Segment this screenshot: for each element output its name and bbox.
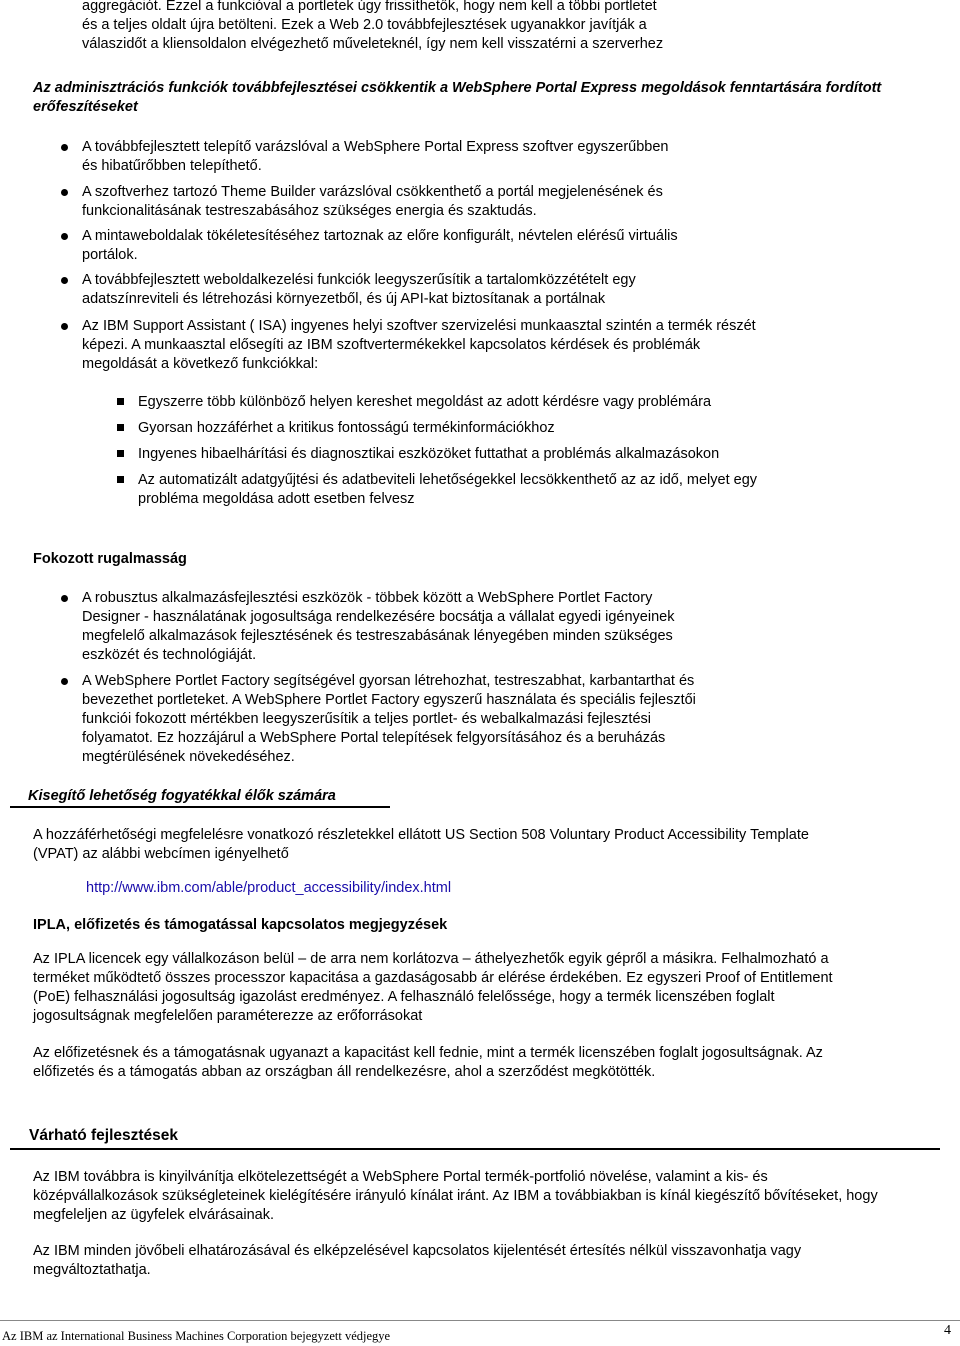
list-item: A továbbfejlesztett weboldalkezelési funkciók leegyszerűsítik a tartalomközzétételt egy adatszínreviteli és létrehozási környezetből, és új API-kat biztosítanak a portálnak	[82, 271, 772, 309]
bullet-dot-icon	[61, 595, 68, 602]
intro-text	[82, 0, 942, 54]
page-number: 4	[944, 1323, 951, 1338]
admin-section-heading: Az adminisztrációs funkciók továbbfejlesztései csökkentik a WebSphere Portal Express megoldások fenntartására fordított erőfeszítéseket	[33, 80, 882, 115]
accessibility-link[interactable]: http://www.ibm.com/able/product_accessibility/index.html	[86, 880, 452, 896]
bullet-dot-icon	[61, 678, 68, 685]
list-item: A szoftverhez tartozó Theme Builder varázslóval csökkenthető a portál megjelenésének és funkcionalitásának testreszabásához szükséges energia és szaktudás.	[82, 183, 772, 227]
flex-bullet-list	[82, 589, 722, 767]
accessibility-text: A hozzáférhetőségi megfelelésre vonatkozó részletekkel ellátott US Section 508 Voluntary Product Accessibility Template (VPAT) az alábbi webcímen igényelhető	[33, 827, 809, 862]
future-section-heading: Várható fejlesztések	[29, 1127, 179, 1144]
admin-sub-bullet-list	[138, 393, 838, 509]
bullet-dot-icon	[61, 144, 68, 151]
footer-divider	[0, 1320, 960, 1321]
section-divider	[10, 1148, 940, 1150]
list-item: Gyorsan hozzáférhet a kritikus fontosságú termékinformációkhoz	[138, 419, 838, 438]
ipla-paragraph-1: Az IPLA licencek egy vállalkozáson belül – de arra nem korlátozva – áthelyezhetők egyik gépről a másikra. Felhalmozható a terméket működtető összes processzor kapacitása a gazdaságosabb ár elérése érdekében. Ez egyszeri Proof of Entitlement (PoE) felhasználási jogosultság igazolást eredményez. A felhasználó felelőssége, hogy a termék licenszében foglalt jogosultságnak megfelelően paraméterezze az erőforrásokat	[33, 951, 833, 1024]
future-paragraph-2: Az IBM minden jövőbeli elhatározásával és elképzelésével kapcsolatos kijelentését értesítés nélkül visszavonhatja vagy megváltoztathatja.	[33, 1243, 802, 1278]
bullet-dot-icon	[61, 233, 68, 240]
ipla-paragraph-2: Az előfizetésnek és a támogatásnak ugyanazt a kapacitást kell fednie, mint a termék licenszében foglalt jogosultságnak. Az előfizetés és a támogatás abban az országban áll rendelkezésre, ahol a szerződést megkötötték.	[33, 1045, 823, 1080]
bullet-square-icon	[117, 424, 124, 431]
list-item: Az IBM Support Assistant ( ISA) ingyenes helyi szoftver szervizelési munkaasztal szintén a termék részét képezi. A munkaasztal elősegíti az IBM szoftvertermékekkel kapcsolatos kérdések és problémák megoldását a következő funkciókkal:	[82, 317, 772, 374]
accessibility-section-heading: Kisegítő lehetőség fogyatékkal élők számára	[28, 788, 336, 804]
intro-line-2: és a teljes oldalt újra betölteni. Ezek a Web 2.0 továbbfejlesztések ugyanakkor javítják a	[82, 17, 647, 33]
bullet-dot-icon	[61, 323, 68, 330]
ipla-section-heading: IPLA, előfizetés és támogatással kapcsolatos megjegyzések	[33, 917, 448, 933]
section-divider	[10, 806, 390, 808]
intro-line-3: válaszidőt a kliensoldalon elvégezhető műveleteknél, így nem kell visszatérni a szerverhez	[82, 36, 664, 52]
list-item: A robusztus alkalmazásfejlesztési eszközök - többek között a WebSphere Portlet Factory Designer - használatának jogosultsága rendelkezésére bocsátja a vállalat egyedi igényeinek megfelelő alkalmazások fejlesztésének és testreszabásának lényegében minden szükséges eszközét és technológiáját.	[82, 589, 722, 665]
footer-trademark: Az IBM az International Business Machines Corporation bejegyzett védjegye	[2, 1329, 391, 1343]
bullet-square-icon	[117, 450, 124, 457]
list-item: Egyszerre több különböző helyen kereshet megoldást az adott kérdésre vagy problémára	[138, 393, 838, 412]
bullet-square-icon	[117, 476, 124, 483]
list-item: A WebSphere Portlet Factory segítségével gyorsan létrehozhat, testreszabhat, karbantarthat és bevezethet portleteket. A WebSphere Portlet Factory egyszerű használata és speciális fejlesztői funkciói fokozott mértékben leegyszerűsítik a teljes portlet- és webalkalmazási fejlesztési folyamatot. Ez hozzájárul a WebSphere Portal telepítések felgyorsításához és a beruházás megtérülésének növekedéséhez.	[82, 672, 722, 767]
bullet-square-icon	[117, 398, 124, 405]
list-item: Ingyenes hibaelhárítási és diagnosztikai eszközöket futtathat a problémás alkalmazásokon	[138, 445, 838, 464]
intro-line-1: aggregációt. Ezzel a funkcióval a portletek úgy frissíthetők, hogy nem kell a többi portletet	[82, 0, 657, 14]
bullet-dot-icon	[61, 277, 68, 284]
admin-bullet-list	[82, 138, 772, 374]
list-item: Az automatizált adatgyűjtési és adatbeviteli lehetőségekkel lecsökkenthető az az idő, melyet egy probléma megoldása adott esetben felvesz	[138, 471, 778, 509]
flex-section-heading: Fokozott rugalmasság	[33, 551, 187, 567]
bullet-dot-icon	[61, 189, 68, 196]
future-paragraph-1: Az IBM továbbra is kinyilvánítja elkötelezettségét a WebSphere Portal termék-portfolió növelése, valamint a kis- és középvállalkozások szükségleteinek kielégítésére irányuló kínálat iránt. Az IBM a továbbiakban is kínál kiegészítő bővítéseket, hogy megfeleljen az ügyfelek elvárásainak.	[33, 1169, 878, 1223]
list-item: A továbbfejlesztett telepítő varázslóval a WebSphere Portal Express szoftver egyszerűbben és hibatűrőbben telepíthető.	[82, 138, 772, 176]
list-item: A mintaweboldalak tökéletesítéséhez tartoznak az előre konfigurált, névtelen elérésű virtuális portálok.	[82, 227, 772, 265]
